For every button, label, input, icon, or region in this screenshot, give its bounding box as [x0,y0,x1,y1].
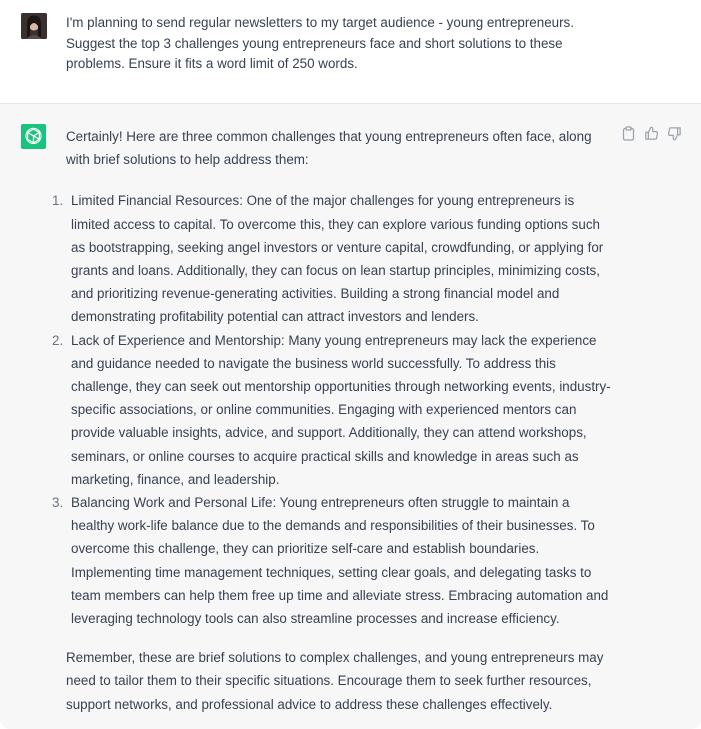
user-avatar-photo [21,13,47,39]
list-item-number: 2. [52,332,64,348]
thumbs-down-icon [667,126,682,141]
message-actions [620,125,683,142]
list-item-text: Balancing Work and Personal Life: Young entrepreneurs often struggle to maintain a healthy work-life balance due to the demands and responsibilities of their businesses. To overcome this challenge, they can prioritize self-care and establish boundaries. Implementing time management techniques, setting clear goals, and delegating tasks to team members can help them free up time and alleviate stress. Embracing automation and leveraging technology tools can also streamline processes and increase efficiency. [71,495,609,627]
thumbs-down-button[interactable] [666,125,683,142]
list-item [52,189,614,328]
user-message [0,0,701,104]
openai-logo-icon [24,127,43,146]
thumbs-up-icon [644,126,659,141]
clipboard-icon [622,126,635,141]
copy-button[interactable] [620,125,637,142]
list-item-text: Lack of Experience and Mentorship: Many young entrepreneurs may lack the experience and guidance needed to navigate the business world successfully. To address this challenge, they can seek out mentorship opportunities through networking events, industry-specific associations, or online communities. Engaging with experienced mentors can provide valuable insights, advice, and support. Additionally, they can attend workshops, seminars, or online courses to acquire practical skills and knowledge in areas such as marketing, finance, and leadership. [71,332,611,487]
list-item [52,329,614,491]
list-item-number: 1. [52,193,64,209]
assistant-message-content [52,125,614,716]
assistant-message [0,104,701,729]
list-item-text: Limited Financial Resources: One of the major challenges for young entrepreneurs is limited access to capital. To overcome this, they can explore various funding options such as bootstrapping, seeking angel investors or venture capital, crowdfunding, or applying for grants and loans. Additionally, they can focus on lean startup principles, minimizing costs, and prioritizing revenue-generating activities. Building a strong financial model and demonstrating profitability potential can attract investors and lenders. [71,193,604,325]
assistant-closing: Remember, these are brief solutions to complex challenges, and young entrepreneurs may need to tailor them to their specific situations. Encourage them to seek further resources, support networks, and professional advice to address these challenges effectively. [66,650,604,712]
user-avatar [21,13,47,39]
list-item-number: 3. [52,495,64,511]
assistant-intro: Certainly! Here are three common challenges that young entrepreneurs often face, along with brief solutions to help address them: [66,129,592,168]
list-item [52,491,614,630]
challenges-list [52,189,614,630]
assistant-avatar [21,124,46,149]
user-message-text: I'm planning to send regular newsletters to my target audience - young entrepreneurs. Suggest the top 3 challenges young entrepreneurs face and short solutions to these problems. Ensure it fits a word limit of 250 words. [66,15,574,71]
thumbs-up-button[interactable] [643,125,660,142]
